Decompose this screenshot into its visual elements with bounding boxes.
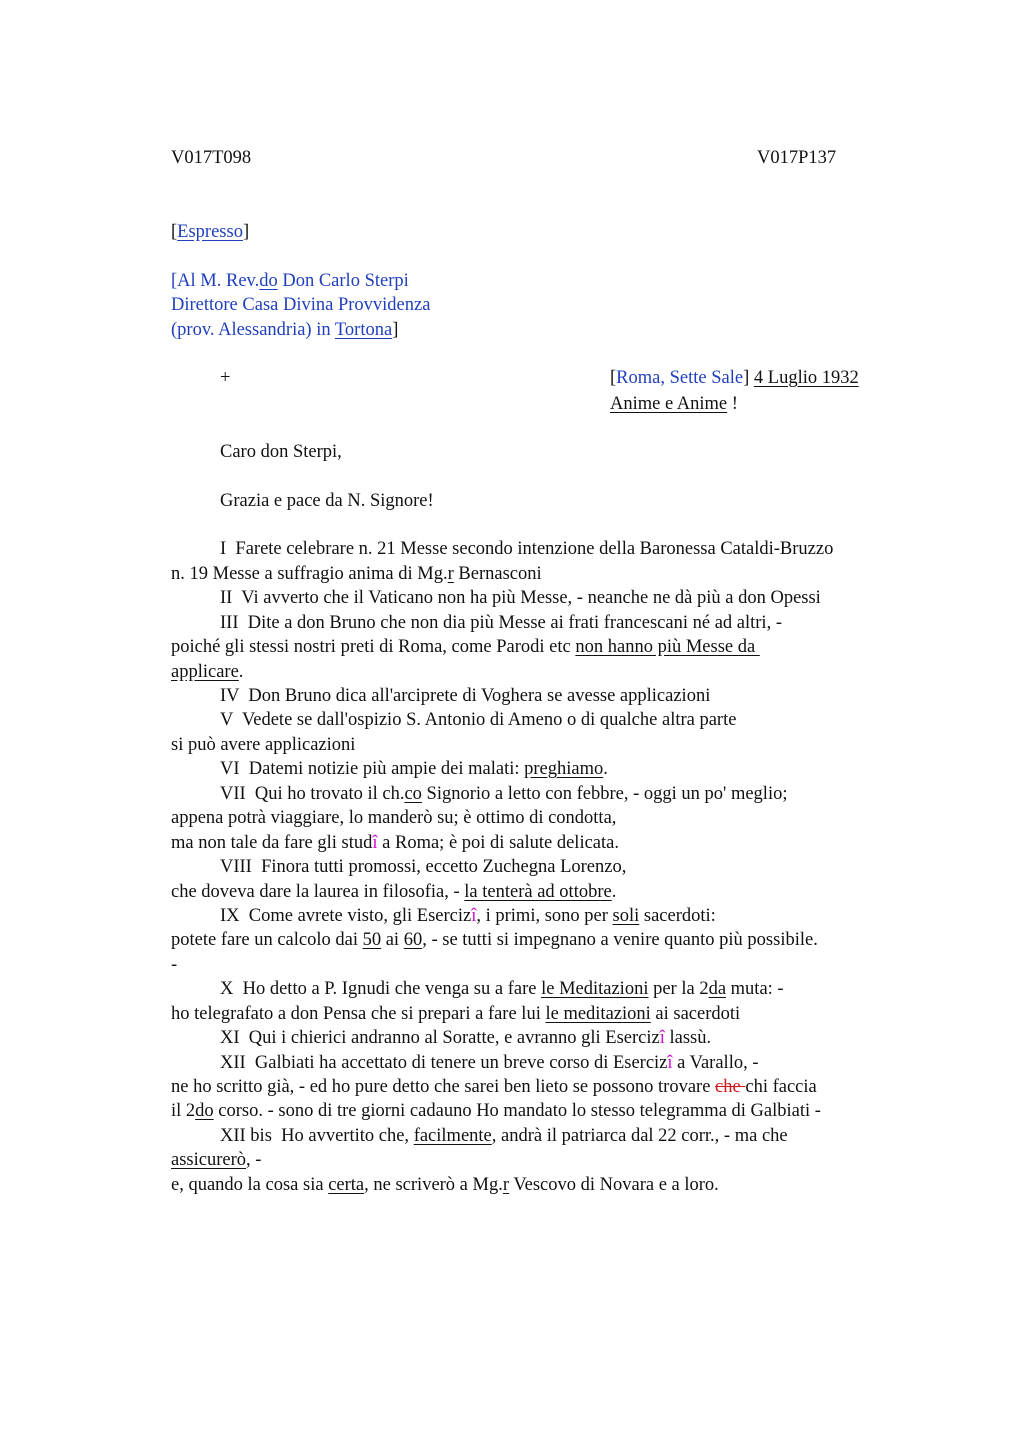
body-line: -: [171, 955, 178, 975]
body-line: ho telegrafato a don Pensa che si prepari a fare lui le meditazioni ai sacerdoti: [171, 1004, 741, 1024]
body-line: applicare.: [171, 662, 244, 682]
body-line: ne ho scritto già, - ed ho pure detto che sarei ben lieto se possono trovare che chi faccia: [171, 1077, 817, 1097]
body-line: si può avere applicazioni: [171, 735, 356, 755]
body-line: IV Don Bruno dica all'arciprete di Voghera se avesse applicazioni: [220, 686, 711, 706]
body-line: n. 19 Messe a suffragio anima di Mg.r Bernasconi: [171, 564, 542, 584]
body-line: il 2do corso. - sono di tre giorni cadauno Ho mandato lo stesso telegramma di Galbiati -: [171, 1101, 821, 1121]
body-line: appena potrà viaggiare, lo manderò su; è ottimo di condotta,: [171, 808, 617, 828]
body-line: V Vedete se dall'ospizio S. Antonio di Ameno o di qualche altra parte: [220, 710, 737, 730]
body-line: XII bis Ho avvertito che, facilmente, andrà il patriarca dal 22 corr., - ma che: [220, 1126, 788, 1146]
body-line: assicurerò, -: [171, 1150, 262, 1170]
right-code: V017P137: [757, 148, 837, 168]
body-line: poiché gli stessi nostri preti di Roma, come Parodi etc non hanno più Messe da: [171, 637, 760, 657]
body-line: II Vi avverto che il Vaticano non ha più Messe, - neanche ne dà più a don Opessi: [220, 588, 821, 608]
body-line: e, quando la cosa sia certa, ne scriverò a Mg.r Vescovo di Novara e a loro.: [171, 1175, 719, 1195]
body-line: IX Come avrete visto, gli Esercizî, i primi, sono per soli sacerdoti:: [220, 906, 716, 926]
body-line: VI Datemi notizie più ampie dei malati: preghiamo.: [220, 759, 608, 779]
dateline: [Roma, Sette Sale] 4 Luglio 1932: [610, 368, 859, 388]
body-line: XI Qui i chierici andranno al Soratte, e avranno gli Esercizî lassù.: [220, 1028, 712, 1048]
body-line: ma non tale da fare gli studî a Roma; è poi di salute delicata.: [171, 833, 619, 853]
cross-symbol: +: [220, 368, 231, 388]
espresso-label: Espresso: [177, 222, 243, 242]
salutation: Caro don Sterpi,: [220, 442, 342, 462]
left-code: V017T098: [171, 148, 252, 168]
body-line: I Farete celebrare n. 21 Messe secondo intenzione della Baronessa Cataldi-Bruzzo: [220, 539, 834, 559]
body-line: III Dite a don Bruno che non dia più Messe ai frati francescani né ad altri, -: [220, 613, 782, 633]
address-line-2: Direttore Casa Divina Provvidenza: [171, 295, 431, 315]
body-line: potete fare un calcolo dai 50 ai 60, - se tutti si impegnano a venire quanto più possibile.: [171, 930, 818, 950]
body-line: X Ho detto a P. Ignudi che venga su a fare le Meditazioni per la 2da muta: -: [220, 979, 784, 999]
address-line-3: (prov. Alessandria) in Tortona]: [171, 320, 399, 340]
espresso-note: [Espresso]: [171, 222, 250, 242]
body-line: XII Galbiati ha accettato di tenere un breve corso di Esercizî a Varallo, -: [220, 1053, 759, 1073]
greeting: Grazia e pace da N. Signore!: [220, 491, 434, 511]
body-line: VIII Finora tutti promossi, eccetto Zuchegna Lorenzo,: [220, 857, 627, 877]
motto: Anime e Anime !: [610, 394, 738, 414]
body-line: che doveva dare la laurea in filosofia, - la tenterà ad ottobre.: [171, 882, 617, 902]
deleted-word: che: [715, 1077, 746, 1097]
body-line: VII Qui ho trovato il ch.co Signorio a letto con febbre, - oggi un po' meglio;: [220, 784, 788, 804]
address-line-1: [Al M. Rev.do Don Carlo Sterpi: [171, 271, 409, 291]
